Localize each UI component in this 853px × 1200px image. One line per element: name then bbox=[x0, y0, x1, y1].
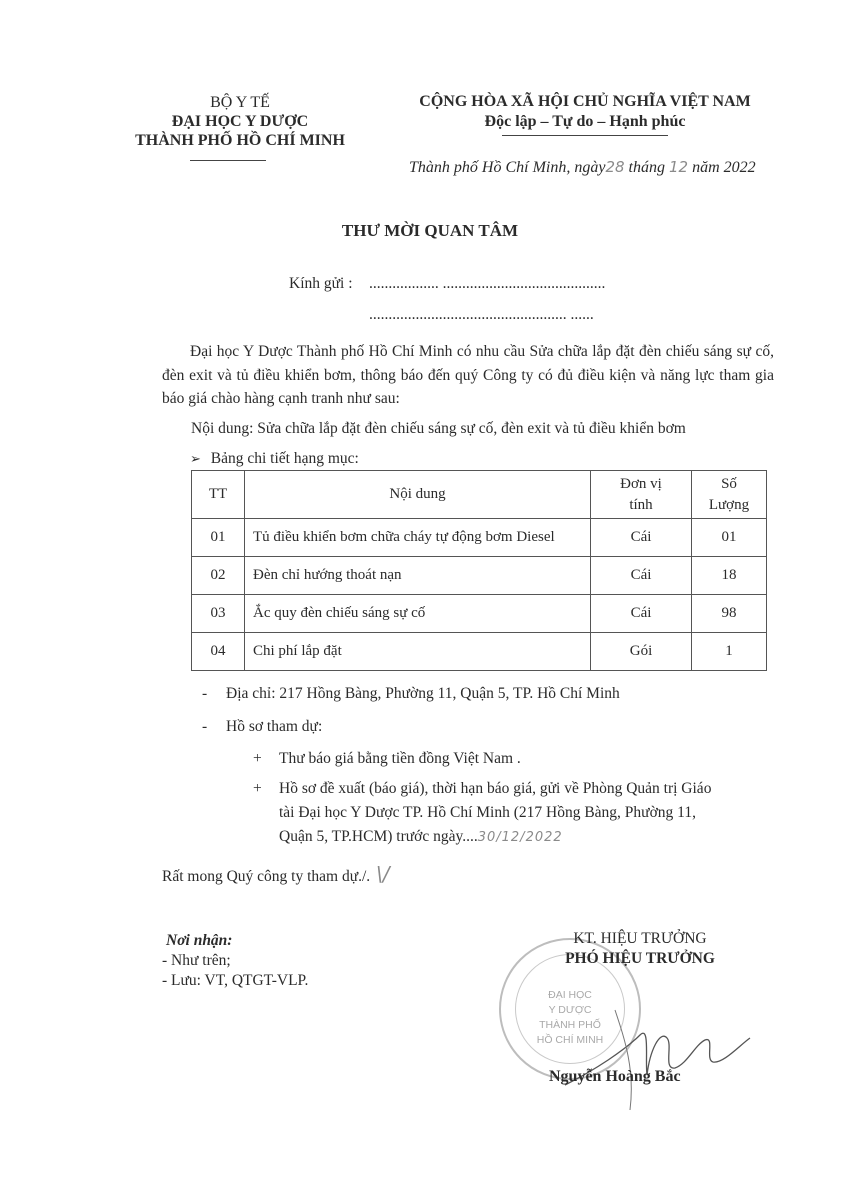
row-unit: Cái bbox=[591, 595, 692, 633]
document-title: THƯ MỜI QUAN TÂM bbox=[341, 221, 519, 240]
deadline-prefix: Quận 5, TP.HCM) trước ngày bbox=[279, 828, 463, 845]
dossier-label: Hồ sơ tham dự: bbox=[226, 718, 323, 735]
table-heading bbox=[190, 450, 359, 468]
nation-motto: Độc lập – Tự do – Hạnh phúc bbox=[484, 113, 686, 130]
row-tt: 02 bbox=[192, 557, 245, 595]
date-day-handwritten: 28 bbox=[605, 158, 625, 176]
seal-line-1: ĐẠI HỌC bbox=[548, 989, 592, 1001]
row-tt: 01 bbox=[192, 519, 245, 557]
row-tt: 04 bbox=[192, 633, 245, 671]
dash-bullet-dossier: - bbox=[202, 718, 208, 735]
row-content: Ắc quy đèn chiếu sáng sự cố bbox=[245, 595, 591, 633]
handwritten-check-mark: \/ bbox=[376, 862, 390, 886]
row-qty: 98 bbox=[692, 595, 767, 633]
row-content: Đèn chỉ hướng thoát nạn bbox=[245, 557, 591, 595]
deadline-handwritten: 30/12/2022 bbox=[477, 830, 563, 845]
dossier-item-2-line2: tài Đại học Y Dược TP. Hồ Chí Minh (217 Hồng Bàng, Phường 11, bbox=[279, 804, 696, 821]
date-suffix: năm 2022 bbox=[692, 159, 756, 176]
dossier-item-2-line3 bbox=[279, 828, 563, 846]
header-qty-line1: Số bbox=[721, 475, 737, 492]
table-row bbox=[192, 633, 767, 671]
seal-line-4: HỒ CHÍ MINH bbox=[536, 1034, 604, 1046]
date-month-label: tháng bbox=[628, 159, 665, 176]
table-row bbox=[192, 557, 767, 595]
row-tt: 03 bbox=[192, 595, 245, 633]
dossier-item-1: Thư báo giá bằng tiền đồng Việt Nam . bbox=[279, 750, 521, 767]
recipient-label: Kính gửi : bbox=[289, 275, 353, 292]
row-unit: Cái bbox=[591, 557, 692, 595]
nation-title: CỘNG HÒA XÃ HỘI CHỦ NGHĨA VIỆT NAM bbox=[419, 93, 751, 110]
row-unit: Gói bbox=[591, 633, 692, 671]
header-unit bbox=[591, 471, 692, 519]
motto-underline bbox=[502, 135, 668, 136]
intro-text: Đại học Y Dược Thành phố Hồ Chí Minh có nhu cầu Sửa chữa lắp đặt đèn chiếu sáng sự cố, đèn exit và tủ điều khiển bơm, thông báo đến quý Công ty có đủ điều kiện và năng lực tham gia báo giá chào hàng cạnh tranh như sau: bbox=[162, 343, 774, 407]
handwritten-signature bbox=[555, 990, 755, 1120]
row-content: Chi phí lắp đặt bbox=[245, 633, 591, 671]
seal-line-3: THÀNH PHỐ bbox=[539, 1019, 601, 1031]
recipients-line-1: - Như trên; bbox=[162, 952, 231, 969]
date-prefix: Thành phố Hồ Chí Minh, ngày bbox=[409, 159, 606, 176]
recipient-line-1: .................. .......................................... bbox=[369, 275, 606, 292]
table-header-row bbox=[192, 471, 767, 519]
intro-paragraph bbox=[162, 340, 774, 411]
row-unit: Cái bbox=[591, 519, 692, 557]
recipients-label: Nơi nhận: bbox=[166, 932, 233, 949]
dossier-item-2-line1: Hồ sơ đề xuất (báo giá), thời hạn báo giá, gửi về Phòng Quản trị Giáo bbox=[279, 780, 712, 797]
header-tt: TT bbox=[192, 471, 245, 519]
university-name-line1: ĐẠI HỌC Y DƯỢC bbox=[171, 113, 309, 130]
content-line: Nội dung: Sửa chữa lắp đặt đèn chiếu sáng sự cố, đèn exit và tủ điều khiển bơm bbox=[191, 420, 686, 437]
header-unit-line2: tính bbox=[629, 496, 653, 513]
plus-bullet-2: + bbox=[253, 780, 262, 797]
signature-title-2: PHÓ HIỆU TRƯỞNG bbox=[565, 950, 715, 967]
university-name-line2: THÀNH PHỐ HỒ CHÍ MINH bbox=[135, 132, 345, 149]
closing-text: Rất mong Quý công ty tham dự./. bbox=[162, 868, 371, 885]
row-content: Tủ điều khiển bơm chữa cháy tự động bơm Diesel bbox=[245, 519, 591, 557]
deadline-dots: .... bbox=[462, 828, 478, 845]
header-qty bbox=[692, 471, 767, 519]
header-content: Nội dung bbox=[245, 471, 591, 519]
header-left-underline bbox=[190, 160, 266, 161]
seal-line-2: Y DƯỢC bbox=[548, 1004, 592, 1016]
table-row bbox=[192, 519, 767, 557]
row-qty: 01 bbox=[692, 519, 767, 557]
table-heading-text: Bảng chi tiết hạng mục: bbox=[210, 450, 359, 467]
items-table bbox=[191, 470, 767, 671]
recipients-line-2: - Lưu: VT, QTGT-VLP. bbox=[162, 972, 309, 989]
plus-bullet-1: + bbox=[253, 750, 262, 767]
header-qty-line2: Lượng bbox=[708, 496, 750, 513]
recipient-line-2: ................................................... ...... bbox=[369, 306, 594, 323]
date-month-handwritten: 12 bbox=[669, 158, 689, 176]
date-line bbox=[409, 158, 756, 177]
row-qty: 1 bbox=[692, 633, 767, 671]
signature-tail-stroke bbox=[615, 1010, 631, 1110]
arrow-bullet-icon: ➢ bbox=[190, 452, 201, 467]
header-unit-line1: Đơn vị bbox=[620, 475, 662, 492]
ministry-name: BỘ Y TẾ bbox=[210, 94, 270, 111]
row-qty: 18 bbox=[692, 557, 767, 595]
closing-line bbox=[162, 862, 390, 886]
dash-bullet-address: - bbox=[202, 685, 208, 702]
table-row bbox=[192, 595, 767, 633]
signer-name: Nguyễn Hoàng Bắc bbox=[549, 1068, 681, 1085]
address-line: Địa chỉ: 217 Hồng Bàng, Phường 11, Quận 5, TP. Hồ Chí Minh bbox=[226, 685, 620, 702]
signature-title-1: KT. HIỆU TRƯỞNG bbox=[573, 930, 707, 947]
